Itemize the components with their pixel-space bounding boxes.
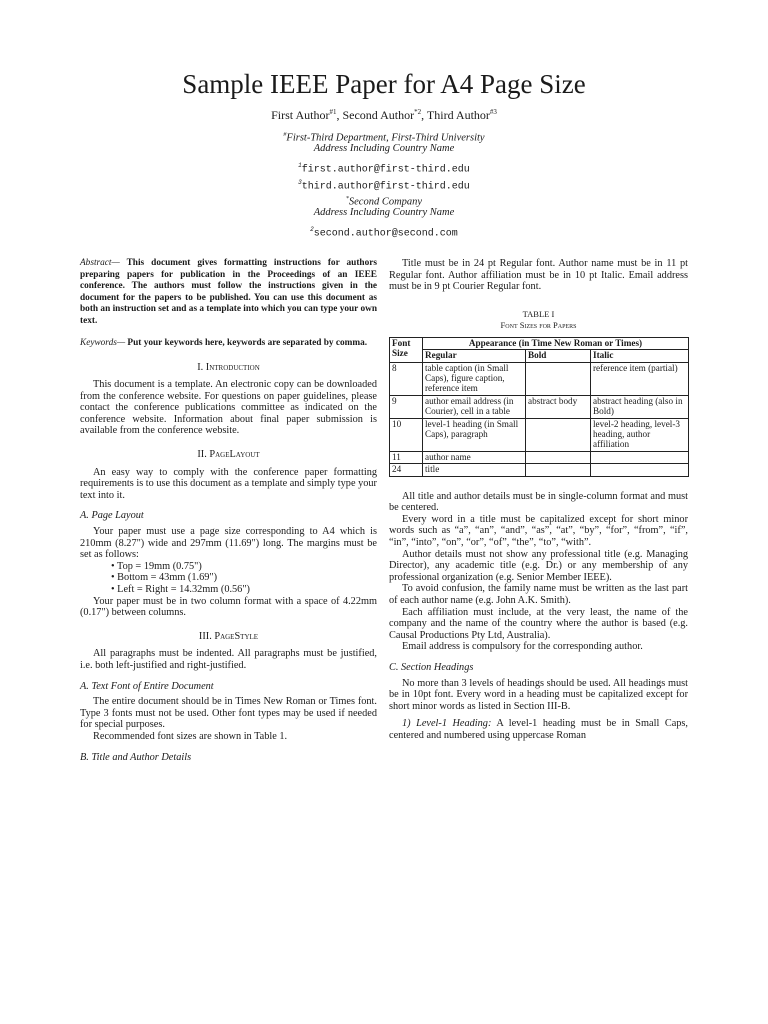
- table-cell: [526, 418, 591, 451]
- paragraph: Each affiliation must include, at the very least, the name of the company and the name of the country where the author is based (e.g. Causal Productions Pty Ltd, Australia).: [389, 606, 688, 641]
- affiliation-text: Second Company: [348, 196, 423, 208]
- affiliation-mark: 1: [298, 162, 302, 169]
- paper-title: Sample IEEE Paper for A4 Page Size: [182, 69, 586, 99]
- paragraph: The entire document should be in Times New Roman or Times font. Type 3 fonts must not be used. Other font types may be used if needed for special purposes.: [80, 696, 377, 731]
- affiliation-mark: 3: [298, 179, 302, 186]
- email-text: second.author@second.com: [313, 228, 458, 240]
- subsection-heading: C. Section Headings: [389, 661, 474, 673]
- author-name: First Author: [271, 108, 330, 122]
- table-header-row: [390, 337, 689, 349]
- table-cell: level-1 heading (in Small Caps), paragraph: [423, 418, 526, 451]
- paragraph-text: A level-1 heading must be in Small Caps, centered and numbered using uppercase Roman: [389, 718, 688, 741]
- keywords: [80, 338, 377, 350]
- paragraph: Your paper must be in two column format with a space of 4.22mm (0.17") between columns.: [80, 595, 377, 619]
- affiliation-email: [0, 223, 768, 241]
- paragraph: All title and author details must be in single-column format and must be centered.: [389, 490, 688, 514]
- subsection-heading: B. Title and Author Details: [80, 751, 192, 763]
- section-number: I.: [197, 361, 206, 373]
- section-number: III.: [198, 630, 215, 642]
- paragraph: This document is a template. An electronic copy can be downloaded from the conference website. For questions on paper guidelines, please contact the conference publications committee as indicated on the conference website. Information about final paper submission is available from the conference website.: [80, 379, 377, 437]
- abstract: [80, 258, 377, 327]
- subsection-heading: A. Text Font of Entire Document: [80, 680, 214, 692]
- section-title: PageStyle: [214, 630, 259, 642]
- affiliation-mark: *: [345, 196, 349, 202]
- affiliation-mark: 2: [310, 226, 314, 233]
- author-line: First Author$^{\#1}$, Second Author$^{*2}$, Third Author$^{\#3}$: [271, 108, 497, 122]
- table-cell: 11: [390, 451, 423, 463]
- email-text: third.author@first-third.edu: [301, 181, 470, 193]
- table-cell: 10: [390, 418, 423, 451]
- section-heading-introduction: [80, 362, 377, 374]
- paragraph: Every word in a title must be capitalized except for short minor words such as “a”, “an”, “and”, “as”, “at”, “by”, “for”, “from”, “if”, “in”, “into”, “on”, “or”, “of”, “the”, “to”, “with”.: [389, 513, 688, 549]
- affiliation-address: Address Including Country Name: [313, 207, 455, 218]
- paragraph: Title must be in 24 pt Regular font. Author name must be in 11 pt Regular font. Author affiliation must be in 10 pt Italic. Email address must be in 9 pt Courier Regular font.: [389, 258, 688, 293]
- table-row: [390, 362, 689, 395]
- table-label: TABLE I: [522, 308, 555, 319]
- table-row: [390, 418, 689, 451]
- table-cell: 9: [390, 395, 423, 418]
- section-title: Introduction: [205, 361, 260, 373]
- table-cell: [591, 451, 689, 463]
- author-name: Second Author: [342, 108, 415, 122]
- keywords-text: Put your keywords here, keywords are separated by comma.: [125, 338, 368, 348]
- section-number: II.: [197, 449, 210, 461]
- right-column: [389, 258, 688, 742]
- affiliation-address: Address Including Country Name: [313, 143, 455, 154]
- table-row: [390, 464, 689, 476]
- table-cell: level-2 heading, level-3 heading, author affiliation: [591, 418, 689, 451]
- font-size-table: [389, 337, 689, 477]
- table-cell: [526, 451, 591, 463]
- author-mark: #3: [489, 108, 497, 116]
- table-header-cell: Italic: [591, 350, 689, 362]
- table-cell: reference item (partial): [591, 362, 689, 395]
- table-row: [390, 395, 689, 418]
- affiliation-text: First-Third Department, First-Third University: [286, 132, 485, 144]
- email-text: first.author@first-third.edu: [301, 164, 470, 176]
- paragraph: Recommended font sizes are shown in Table 1.: [93, 730, 288, 742]
- table-cell: table caption (in Small Caps), figure caption, reference item: [423, 362, 526, 395]
- section-heading-page-style: [80, 631, 377, 643]
- paragraph: Email address is compulsory for the corresponding author.: [402, 641, 643, 653]
- list-item: • Bottom = 43mm (1.69"): [111, 572, 218, 584]
- table-cell: title: [423, 464, 526, 476]
- affiliation-mark: #: [283, 132, 287, 138]
- subsection-heading: A. Page Layout: [80, 510, 144, 522]
- author-mark: *2: [414, 108, 422, 116]
- section-title: PageLayout: [209, 449, 260, 461]
- table-header-cell: Font Size: [390, 337, 423, 362]
- paragraph-label: 1) Level-1 Heading:: [402, 718, 492, 730]
- table-cell: 8: [390, 362, 423, 395]
- affiliation-email: [0, 159, 768, 177]
- paragraph: [389, 718, 688, 741]
- table-cell: abstract heading (also in Bold): [591, 395, 689, 418]
- left-column: [80, 258, 377, 767]
- table-cell: author email address (in Courier), cell in a table: [423, 395, 526, 418]
- paragraph: All paragraphs must be indented. All paragraphs must be justified, i.e. both left-justified and right-justified.: [80, 648, 377, 671]
- keywords-label: Keywords—: [80, 338, 126, 348]
- table-header-cell: Regular: [423, 350, 526, 362]
- paragraph: To avoid confusion, the family name must be written as the last part of each author name (e.g. John A.K. Smith).: [389, 583, 688, 606]
- table-cell: [591, 464, 689, 476]
- table-header-row: [390, 350, 689, 362]
- paragraph: Author details must not show any professional title (e.g. Managing Director), any academic title (e.g. Dr.) or any membership of any professional organization (e.g. Senior Member IEEE).: [389, 548, 688, 583]
- table-header-cell: Bold: [526, 350, 591, 362]
- author-mark: #1: [329, 108, 337, 116]
- table-caption-text: Font Sizes for Papers: [500, 319, 577, 330]
- table-caption: [389, 320, 688, 331]
- paragraph: No more than 3 levels of headings should be used. All headings must be in 10pt font. Every word in a heading must be capitalized except for short minor words as listed in Section III-B.: [389, 677, 688, 712]
- table-cell: [526, 362, 591, 395]
- paragraph: Your paper must use a page size corresponding to A4 which is 210mm (8.27") wide and 297mm (11.69") long. The margins must be set as follows:: [80, 526, 377, 561]
- table-cell: [526, 464, 591, 476]
- paragraph: An easy way to comply with the conference paper formatting requirements is to use this document as a template and simply type your text into it.: [80, 466, 377, 501]
- table-cell: author name: [423, 451, 526, 463]
- author-name: Third Author: [426, 108, 490, 122]
- abstract-text: This document gives formatting instructions for authors preparing papers for publication in the Proceedings of an IEEE conference. The authors must follow the instructions given in the document for the papers to be published. You can use this document as both an instruction set and as a template into which you can type your own text.: [80, 258, 377, 326]
- list-item: • Left = Right = 14.32mm (0.56"): [111, 584, 250, 595]
- section-heading-page-layout: [80, 449, 377, 461]
- abstract-label: Abstract—: [80, 258, 120, 268]
- list-item: • Top = 19mm (0.75"): [111, 560, 202, 572]
- table-cell: 24: [390, 464, 423, 476]
- table-header-cell: Appearance (in Time New Roman or Times): [423, 337, 689, 349]
- table-row: [390, 451, 689, 463]
- table-cell: abstract body: [526, 395, 591, 418]
